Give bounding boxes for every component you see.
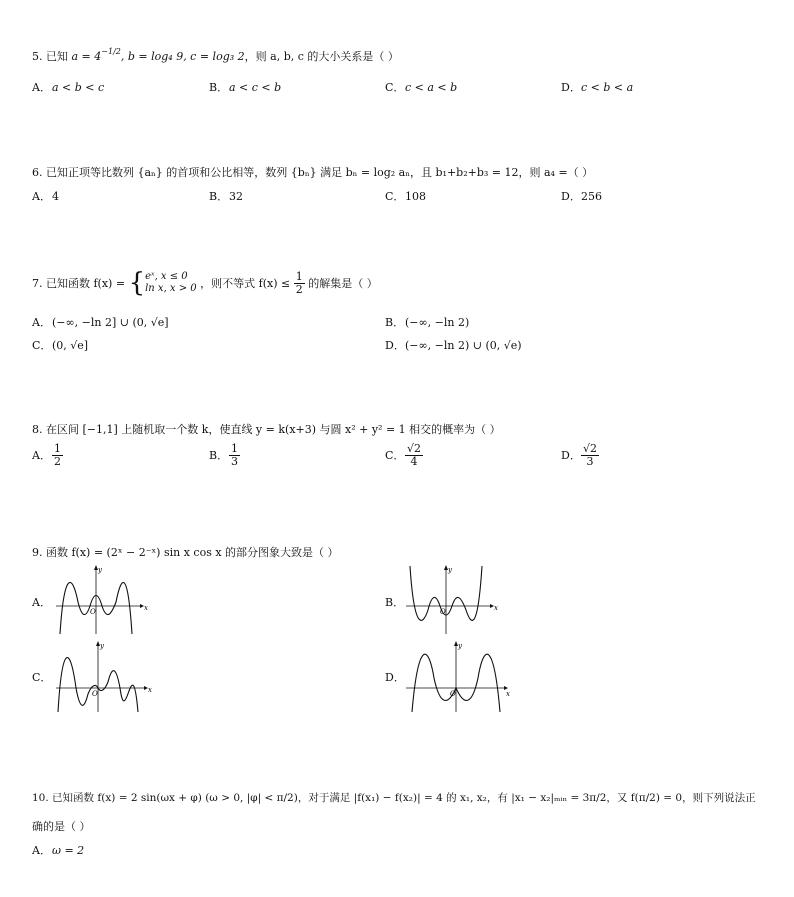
q9-stem: 9. 函数 f(x) = (2ˣ − 2⁻ˣ) sin x cos x 的部分图象大致是（ ） bbox=[32, 546, 339, 559]
q8-option-b[interactable]: B． $\frac{1}{3}$ bbox=[209, 442, 238, 468]
q7-option-a[interactable]: A．(−∞, −ln 2] ∪ (0, √e] bbox=[32, 316, 169, 329]
q5-suffix: ，则 a, b, c 的大小关系是（ ） bbox=[244, 50, 399, 63]
q8-option-a[interactable]: A． $\frac{1}{2}$ bbox=[32, 442, 61, 468]
x-axis-label: x bbox=[506, 690, 510, 698]
q7-fraction: $\frac{1}{2}$ bbox=[295, 269, 303, 296]
q7-suffix: 的解集是（ ） bbox=[308, 277, 378, 290]
q9-graph-b[interactable] bbox=[402, 562, 502, 638]
q9-option-a-label[interactable]: A． bbox=[32, 596, 51, 609]
q5-rest: , b = log₄ 9, c = log₃ 2 bbox=[120, 50, 245, 63]
origin-label: O bbox=[90, 608, 96, 616]
y-axis-label: y bbox=[458, 642, 462, 650]
q7-brace: { bbox=[128, 268, 146, 298]
q6-option-d[interactable]: D．256 bbox=[561, 190, 602, 203]
q9-graph-d[interactable] bbox=[402, 638, 512, 714]
q5-exponent: −1/2 bbox=[101, 47, 121, 56]
q6-option-b[interactable]: B．32 bbox=[209, 190, 243, 203]
q5-prefix: 5. 已知 bbox=[32, 50, 68, 63]
q5-stem bbox=[32, 48, 399, 64]
x-axis-label: x bbox=[494, 604, 498, 612]
q5-option-c[interactable]: C．c < a < b bbox=[385, 81, 458, 94]
q9-option-b-label[interactable]: B． bbox=[385, 596, 405, 609]
q6-option-c[interactable]: C．108 bbox=[385, 190, 426, 203]
q8-stem: 8. 在区间 [−1,1] 上随机取一个数 k，使直线 y = k(x+3) 与圆 x² + y² = 1 相交的概率为（ ） bbox=[32, 423, 501, 436]
q9-graph-c[interactable] bbox=[52, 638, 152, 714]
q7-middle: ，则不等式 f(x) ≤ bbox=[200, 277, 291, 290]
q9-graph-a[interactable] bbox=[52, 562, 152, 638]
q5-option-a[interactable]: A．a < b < c bbox=[32, 81, 105, 94]
origin-label: O bbox=[440, 608, 446, 616]
q8-option-d[interactable]: D． $\frac{√2}{3}$ bbox=[561, 442, 598, 468]
origin-label: O bbox=[92, 690, 98, 698]
q7-prefix: 7. 已知函数 f(x) = bbox=[32, 277, 126, 290]
q6-option-a[interactable]: A．4 bbox=[32, 190, 59, 203]
q9-option-c-label[interactable]: C． bbox=[32, 671, 52, 684]
q10-stem-line2: 确的是（ ） bbox=[32, 820, 91, 833]
q9-option-d-label[interactable]: D． bbox=[385, 671, 405, 684]
q5-option-b[interactable]: B．a < c < b bbox=[209, 81, 282, 94]
q5-option-d[interactable]: D．c < b < a bbox=[561, 81, 634, 94]
y-axis-label: y bbox=[448, 566, 452, 574]
q5-expr: a = 4 bbox=[71, 50, 102, 63]
origin-label: O bbox=[450, 690, 456, 698]
y-axis-label: y bbox=[100, 642, 104, 650]
x-axis-label: x bbox=[148, 686, 152, 694]
q7-option-b[interactable]: B．(−∞, −ln 2) bbox=[385, 316, 470, 329]
q8-option-c[interactable]: C． $\frac{√2}{4}$ bbox=[385, 442, 422, 468]
q7-option-c[interactable]: C．(0, √e] bbox=[32, 339, 89, 352]
q10-stem-line1: 10. 已知函数 f(x) = 2 sin(ωx + φ) (ω > 0, |φ| < π/2)，对于满足 |f(x₁) − f(x₂)| = 4 的 x₁, x₂，有 |x₁ − x₂|ₘᵢₙ = 3π/2，又 f(π/2) = 0，则下列说法正 bbox=[32, 792, 756, 804]
y-axis-label: y bbox=[98, 566, 102, 574]
q7-option-d[interactable]: D．(−∞, −ln 2) ∪ (0, √e) bbox=[385, 339, 522, 352]
q7-stem bbox=[32, 268, 378, 298]
q7-piecewise: eˣ, x ≤ 0 ln x, x > 0 bbox=[145, 270, 197, 294]
q6-stem: 6. 已知正项等比数列 {aₙ} 的首项和公比相等，数列 {bₙ} 满足 bₙ = log₂ aₙ，且 b₁+b₂+b₃ = 12，则 a₄ =（ ） bbox=[32, 166, 594, 179]
x-axis-label: x bbox=[144, 604, 148, 612]
q10-option-a[interactable]: A．ω = 2 bbox=[32, 844, 85, 857]
